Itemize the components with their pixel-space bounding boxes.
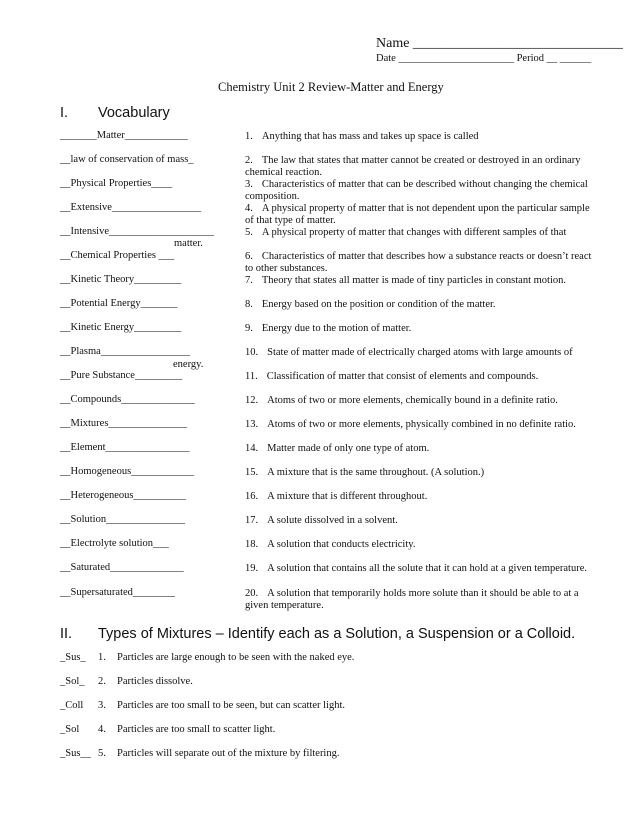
vocab-term: __Mixtures_______________ <box>60 418 188 429</box>
vocab-definition <box>245 155 600 179</box>
vocab-term: __Kinetic Energy_________ <box>60 322 182 333</box>
vocab-number: 14. <box>245 443 259 454</box>
vocab-term: __Element________________ <box>60 442 190 453</box>
vocab-number: 15. <box>245 467 259 478</box>
vocab-definition-text: Atoms of two or more elements, chemically bound in a definite ratio. <box>267 395 558 406</box>
vocab-number: 4. <box>245 203 253 214</box>
mixture-description: Particles dissolve. <box>117 676 193 687</box>
vocab-number: 17. <box>245 515 259 526</box>
mixture-description: Particles will separate out of the mixture by filtering. <box>117 748 340 759</box>
vocab-definition-text: Matter made of only one type of atom. <box>267 443 430 454</box>
vocab-term: __Plasma_________________ <box>60 346 191 357</box>
vocab-definition-text: Characteristics of matter that describes how a substance reacts or doesn’t react to other substances. <box>245 251 592 274</box>
vocab-term: __Chemical Properties ___ <box>60 250 175 261</box>
vocab-definition-text: Anything that has mass and takes up space is called <box>261 131 479 142</box>
vocab-number: 8. <box>245 299 253 310</box>
vocab-definition <box>245 347 600 359</box>
vocab-number: 9. <box>245 323 253 334</box>
vocab-definition <box>245 275 600 287</box>
vocab-number: 18. <box>245 539 259 550</box>
overflow-energy-text: energy. <box>173 359 204 370</box>
vocab-definition-text: Theory that states all matter is made of tiny particles in constant motion. <box>261 275 567 286</box>
vocab-term: __Physical Properties____ <box>60 178 173 189</box>
mixture-answer: _Coll <box>60 700 84 711</box>
vocab-term: __Supersaturated________ <box>60 587 175 598</box>
vocab-definition-text: The law that states that matter cannot be created or destroyed in an ordinary chemical reaction. <box>245 155 581 178</box>
mixture-number: 1. <box>98 652 106 663</box>
vocab-term: __Potential Energy_______ <box>60 298 178 309</box>
mixture-number: 3. <box>98 700 106 711</box>
vocab-number: 20. <box>245 588 259 599</box>
mixture-answer: _Sol_ <box>60 676 85 687</box>
vocab-term: __Electrolyte solution___ <box>60 538 169 549</box>
vocab-definition <box>245 443 600 455</box>
mixture-answer: _Sol <box>60 724 80 735</box>
mixture-answer: _Sus__ <box>60 748 91 759</box>
vocab-definition <box>245 203 600 227</box>
vocab-definition <box>245 491 600 503</box>
mixture-answer: _Sus_ <box>60 652 86 663</box>
mixture-number: 2. <box>98 676 106 687</box>
vocab-definition <box>245 323 600 335</box>
vocab-definition <box>245 467 600 479</box>
date-period-label: Date ______________________ Period __ ______ <box>376 53 592 64</box>
vocab-number: 5. <box>245 227 253 238</box>
vocab-term: __Saturated______________ <box>60 562 184 573</box>
vocab-number: 12. <box>245 395 259 406</box>
vocab-definition-text: Energy based on the position or condition of the matter. <box>261 299 496 310</box>
section-1-heading: Vocabulary <box>98 105 170 121</box>
vocab-term: __Pure Substance_________ <box>60 370 183 381</box>
mixture-number: 4. <box>98 724 106 735</box>
vocab-definition-text: A mixture that is different throughout. <box>267 491 428 502</box>
vocab-definition-text: Classification of matter that consist of elements and compounds. <box>266 371 539 382</box>
vocab-term: __Kinetic Theory_________ <box>60 274 182 285</box>
vocab-number: 1. <box>245 131 253 142</box>
vocab-definition <box>245 419 600 431</box>
vocab-definition <box>245 179 600 203</box>
vocab-definition-text: Atoms of two or more elements, physically combined in no definite ratio. <box>267 419 576 430</box>
page-title: Chemistry Unit 2 Review-Matter and Energy <box>218 80 444 94</box>
vocab-definition-text: Characteristics of matter that can be described without changing the chemical composition. <box>245 179 588 202</box>
vocab-definition <box>245 563 600 575</box>
vocab-definition <box>245 227 600 239</box>
vocab-definition <box>245 299 600 311</box>
vocab-definition-text: A physical property of matter that is not dependent upon the particular sample of that type of matter. <box>245 203 590 226</box>
vocab-term: __Compounds______________ <box>60 394 195 405</box>
vocab-term: __Heterogeneous__________ <box>60 490 186 501</box>
vocab-definition-text: A solution that temporarily holds more solute than it should be able to at a given temperature. <box>245 588 579 611</box>
vocab-number: 19. <box>245 563 259 574</box>
section-2-heading: Types of Mixtures – Identify each as a Solution, a Suspension or a Colloid. <box>98 626 576 642</box>
mixture-description: Particles are too small to be seen, but can scatter light. <box>117 700 346 711</box>
mixture-description: Particles are large enough to be seen with the naked eye. <box>117 652 355 663</box>
vocab-definition-text: A solute dissolved in a solvent. <box>267 515 398 526</box>
name-field-label: Name ______________________________ <box>376 36 623 51</box>
vocab-definition-text: A physical property of matter that changes with different samples of that <box>261 227 567 238</box>
vocab-number: 3. <box>245 179 253 190</box>
vocab-term: __Solution_______________ <box>60 514 185 525</box>
vocab-definition <box>245 371 600 383</box>
vocab-number: 16. <box>245 491 259 502</box>
vocab-definition-text: State of matter made of electrically charged atoms with large amounts of <box>267 347 573 358</box>
vocab-term: __Homogeneous____________ <box>60 466 195 477</box>
vocab-definition <box>245 251 600 275</box>
vocab-term: _______Matter____________ <box>60 130 188 141</box>
vocab-definition-text: A mixture that is the same throughout. (A solution.) <box>267 467 485 478</box>
vocab-definition <box>245 539 600 551</box>
vocab-number: 2. <box>245 155 253 166</box>
vocab-term: __law of conservation of mass_ <box>60 154 194 165</box>
vocab-definition-text: A solution that conducts electricity. <box>267 539 416 550</box>
section-2-numeral: II. <box>60 626 73 642</box>
section-1-numeral: I. <box>60 105 69 121</box>
vocab-number: 7. <box>245 275 253 286</box>
vocab-number: 11. <box>245 371 258 382</box>
vocab-definition <box>245 131 600 143</box>
vocab-definition-text: A solution that contains all the solute that it can hold at a given temperature. <box>267 563 588 574</box>
vocab-definition <box>245 588 600 612</box>
mixture-number: 5. <box>98 748 106 759</box>
vocab-definition <box>245 395 600 407</box>
vocab-number: 13. <box>245 419 259 430</box>
overflow-matter-text: matter. <box>174 238 203 249</box>
mixture-description: Particles are too small to scatter light. <box>117 724 276 735</box>
vocab-definition <box>245 515 600 527</box>
vocab-definition-text: Energy due to the motion of matter. <box>261 323 412 334</box>
vocab-number: 10. <box>245 347 259 358</box>
vocab-term: __Intensive____________________ <box>60 226 214 237</box>
vocab-number: 6. <box>245 251 253 262</box>
vocab-term: __Extensive_________________ <box>60 202 202 213</box>
